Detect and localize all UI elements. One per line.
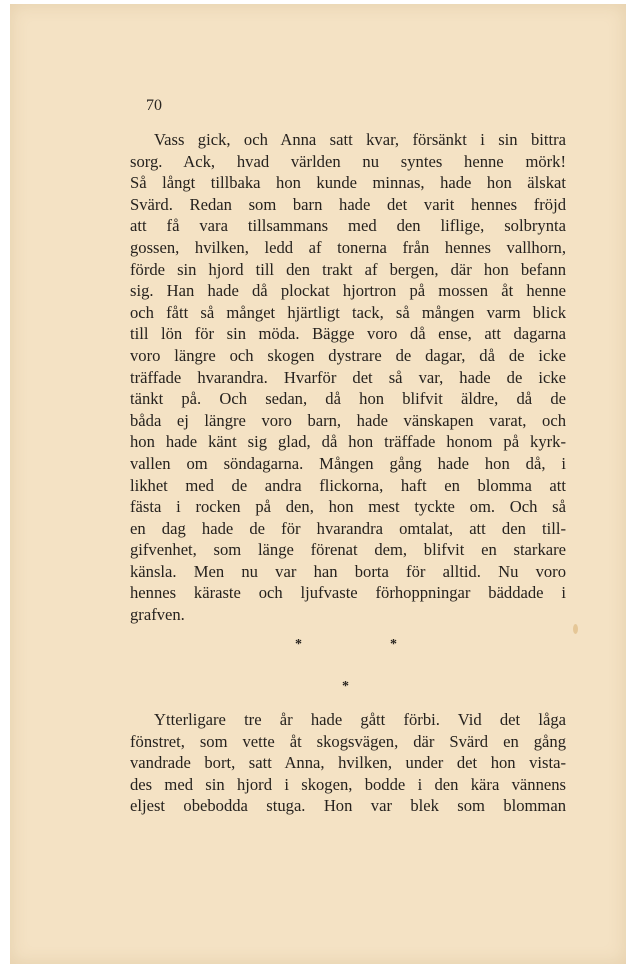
section-separator-asterisk: * — [342, 679, 349, 694]
text-line: des med sin hjord i skogen, bodde i den kära vännens — [130, 774, 566, 794]
text-line: Så långt tillbaka hon kunde minnas, hade hon älskat — [130, 173, 566, 193]
section-separator-asterisk: * — [295, 637, 302, 652]
text-line: sorg. Ack, hvad världen nu syntes henne mörk! — [130, 151, 566, 171]
text-line: träffade hvarandra. Hvarför det så var, hade de icke — [130, 367, 566, 387]
text-line: en dag hade de för hvarandra omtalat, att den till- — [130, 518, 566, 538]
paragraph-1 — [130, 129, 566, 626]
text-line: gifvenhet, som länge förenat dem, blifvit en starkare — [130, 540, 566, 560]
text-line: voro längre och skogen dystrare de dagar, då de icke — [130, 345, 566, 365]
text-line: vallen om söndagarna. Mången gång hade hon då, i — [130, 453, 566, 473]
text-line: att få vara tillsammans med den liflige, solbrynta — [130, 216, 566, 236]
text-line: förde sin hjord till den trakt af bergen, där hon befann — [130, 259, 566, 279]
paper-stain — [573, 624, 578, 634]
text-line: känsla. Men nu var han borta för alltid. Nu voro — [130, 561, 566, 581]
text-line: Ytterligare tre år hade gått förbi. Vid det låga — [154, 710, 566, 729]
paragraph-2 — [130, 709, 566, 817]
text-line: hon hade känt sig glad, då hon träffade honom på kyrk- — [130, 432, 566, 452]
text-line: vandrade bort, satt Anna, hvilken, under det hon vista- — [130, 753, 566, 773]
section-separator-asterisk: * — [390, 637, 397, 652]
text-line: båda ej längre voro barn, hade vänskapen varat, och — [130, 410, 566, 430]
text-line: gossen, hvilken, ledd af tonerna från hennes vallhorn, — [130, 237, 566, 257]
text-line: fönstret, som vette åt skogsvägen, där Svärd en gång — [130, 731, 566, 751]
text-line: fästa i rocken på den, hon mest tyckte om. Och så — [130, 497, 566, 517]
text-line: och fått så månget hjärtligt tack, så mången varm blick — [130, 302, 566, 322]
book-page — [10, 4, 626, 964]
text-line: grafven. — [130, 605, 185, 625]
text-line: sig. Han hade då plockat hjortron på mossen åt henne — [130, 281, 566, 301]
text-line: Vass gick, och Anna satt kvar, försänkt i sin bittra — [154, 130, 566, 149]
text-line: hennes käraste och ljufvaste förhoppningar bäddade i — [130, 583, 566, 603]
text-line: till lön för sin möda. Bägge voro då ense, att dagarna — [130, 324, 566, 344]
text-line: eljest obebodda stuga. Hon var blek som blomman — [130, 796, 566, 816]
text-line: Svärd. Redan som barn hade det varit hennes fröjd — [130, 194, 566, 214]
text-line: likhet med de andra flickorna, haft en blomma att — [130, 475, 566, 495]
page-number: 70 — [146, 97, 162, 114]
text-line: tänkt på. Och sedan, då hon blifvit äldre, då de — [130, 389, 566, 409]
